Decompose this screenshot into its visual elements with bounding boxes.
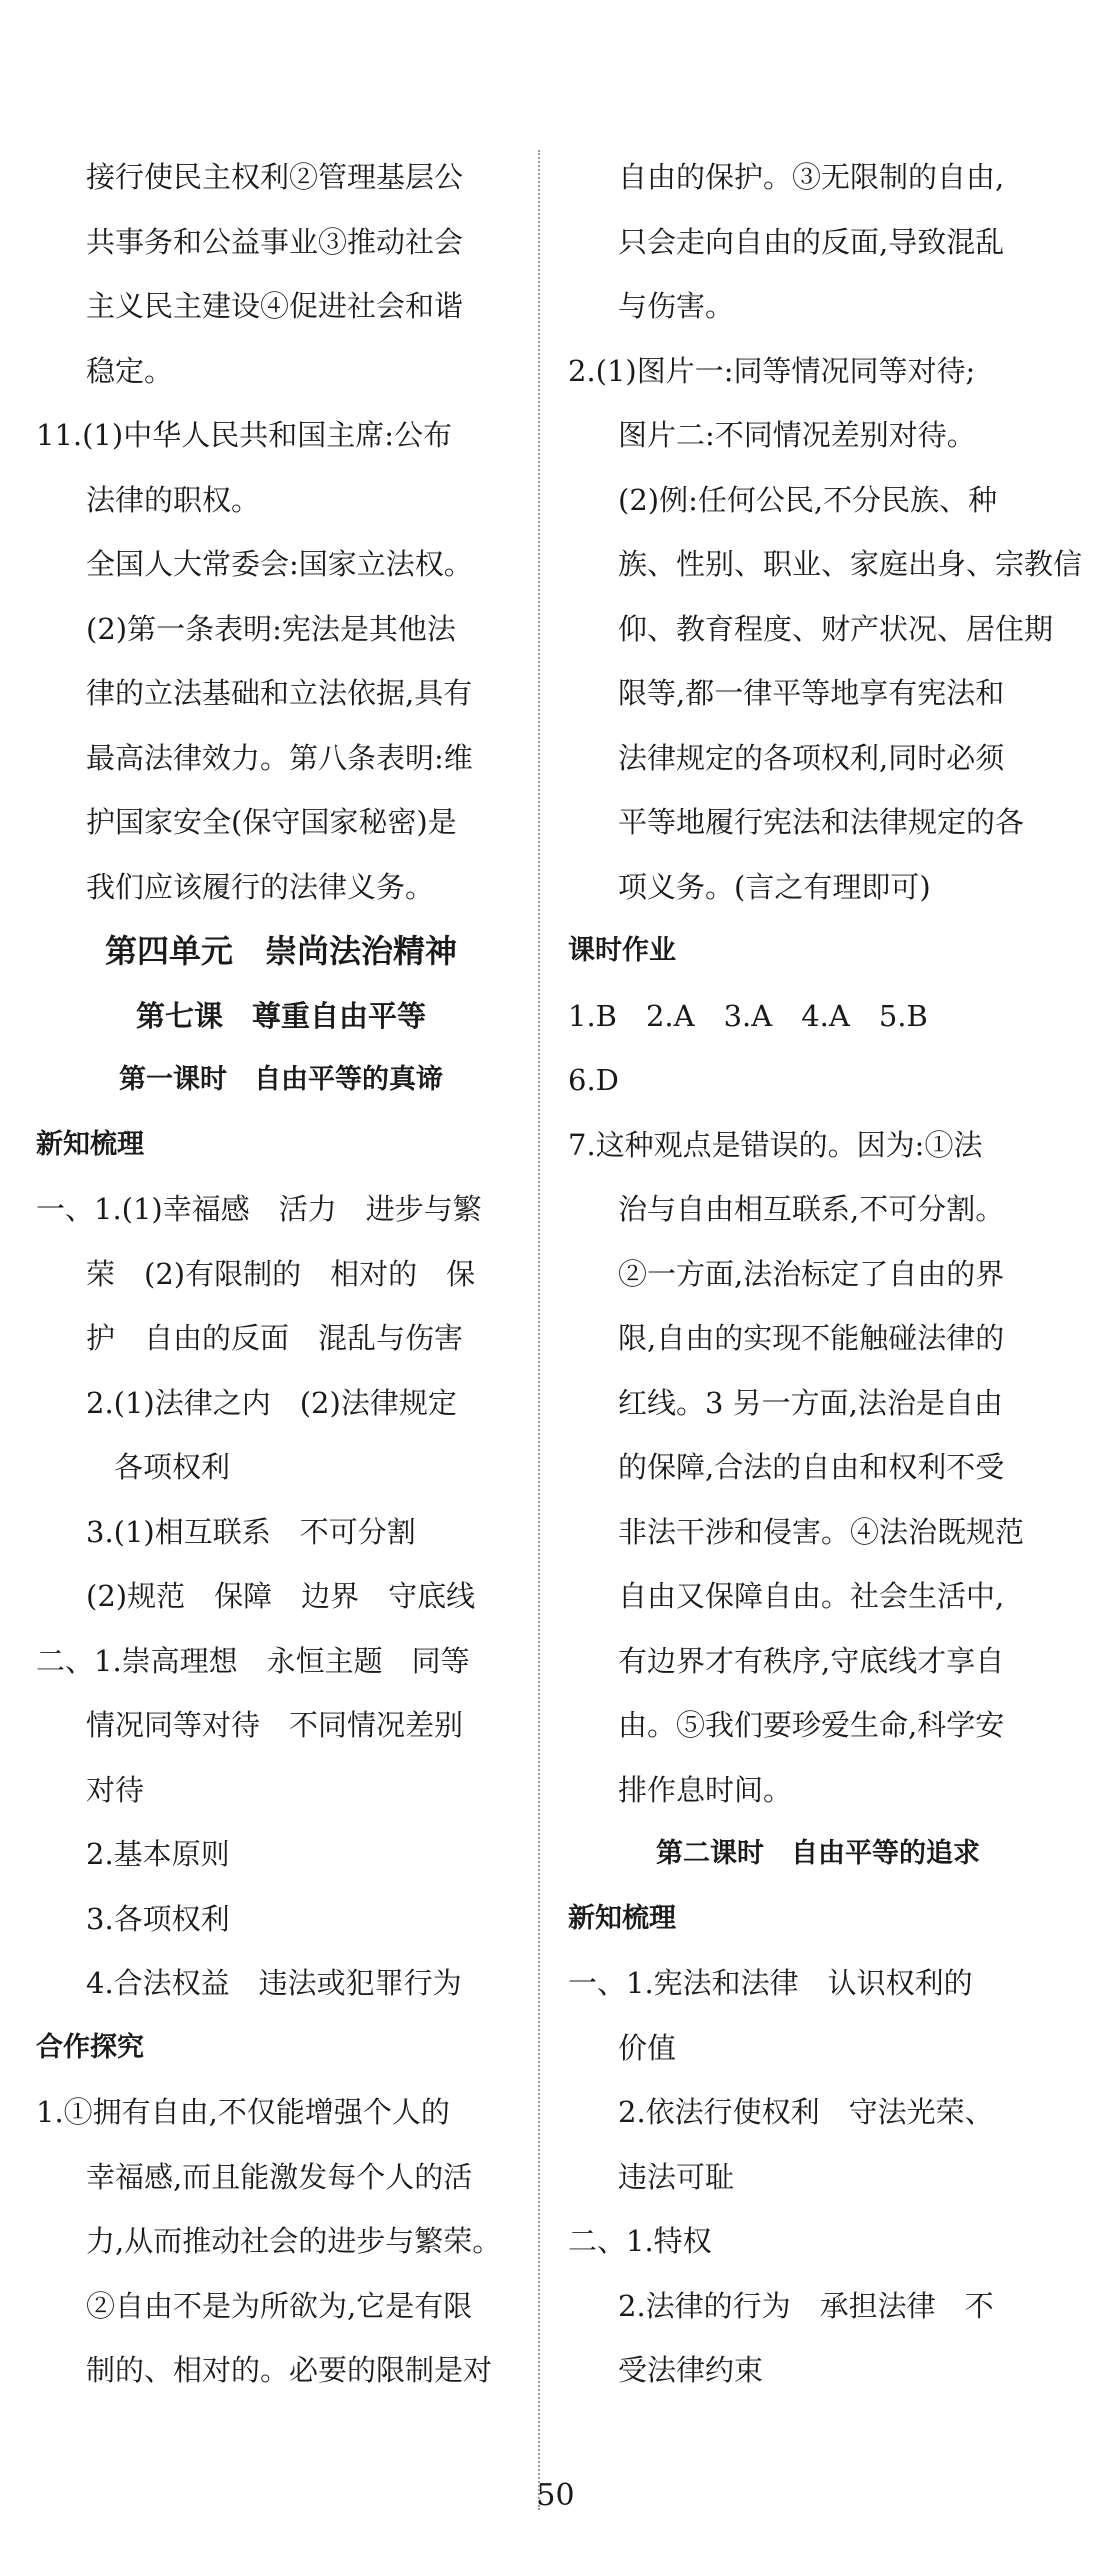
text-line: ②一方面,法治标定了自由的界 xyxy=(618,1256,1005,1291)
text-line: 限,自由的实现不能触碰法律的 xyxy=(618,1321,1005,1355)
text-line: 2.法律的行为 承担法律 不 xyxy=(618,2288,994,2323)
text-line: 法律的职权。 xyxy=(86,482,261,517)
text-line: 共事务和公益事业③推动社会 xyxy=(86,224,464,259)
text-line: 1.①拥有自由,不仅能增强个人的 xyxy=(36,2095,450,2129)
text-line: 我们应该履行的法律义务。 xyxy=(86,869,435,904)
text-line: 护国家安全(保守国家秘密)是 xyxy=(86,805,457,839)
text-line: (2)第一条表明:宪法是其他法 xyxy=(86,611,456,646)
text-line: 荣 (2)有限制的 相对的 保 xyxy=(86,1256,476,1291)
text-line: 律的立法基础和立法依据,具有 xyxy=(86,676,473,710)
text-line: ②自由不是为所欲为,它是有限 xyxy=(86,2288,473,2323)
text-line: 违法可耻 xyxy=(618,2159,735,2194)
text-line: 稳定。 xyxy=(86,353,174,388)
column-divider xyxy=(538,150,540,2510)
text-line: 限等,都一律平等地享有宪法和 xyxy=(618,676,1005,710)
text-line: 自由又保障自由。社会生活中, xyxy=(618,1579,1005,1613)
text-line: 二、1.特权 xyxy=(568,2224,712,2258)
text-line: 图片二:不同情况差别对待。 xyxy=(618,418,976,452)
text-line: 法律规定的各项权利,同时必须 xyxy=(618,740,1005,775)
text-line: 新知梳理 xyxy=(36,1128,144,1160)
text-line: 价值 xyxy=(618,2030,677,2065)
text-line: 受法律约束 xyxy=(618,2353,764,2387)
text-line: 只会走向自由的反面,导致混乱 xyxy=(618,224,1005,259)
text-line: 治与自由相互联系,不可分割。 xyxy=(618,1192,1005,1226)
text-line: 6.D xyxy=(568,1063,619,1097)
text-line: (2)例:任何公民,不分民族、种 xyxy=(618,482,998,517)
text-line: 对待 xyxy=(86,1772,145,1807)
text-line: 有边界才有秩序,守底线才享自 xyxy=(618,1643,1005,1678)
text-line: 项义务。(言之有理即可) xyxy=(618,869,931,904)
text-line: 族、性别、职业、家庭出身、宗教信 xyxy=(618,547,1083,581)
text-line: (2)规范 保障 边界 守底线 xyxy=(86,1579,476,1613)
text-line: 第四单元 崇尚法治精神 xyxy=(104,932,457,970)
text-line: 排作息时间。 xyxy=(618,1772,793,1807)
text-line: 平等地履行宪法和法律规定的各 xyxy=(618,805,1025,839)
text-line: 各项权利 xyxy=(114,1450,231,1484)
text-line: 情况同等对待 不同情况差别 xyxy=(86,1708,464,1742)
text-line: 2.(1)图片一:同等情况同等对待; xyxy=(568,353,976,388)
text-line: 二、1.崇高理想 永恒主题 同等 xyxy=(36,1643,470,1678)
text-line: 4.合法权益 违法或犯罪行为 xyxy=(86,1966,462,2000)
text-line: 主义民主建设④促进社会和谐 xyxy=(86,289,464,323)
text-line: 合作探究 xyxy=(36,2031,144,2063)
text-line: 一、1.(1)幸福感 活力 进步与繁 xyxy=(36,1192,482,1226)
text-line: 的保障,合法的自由和权利不受 xyxy=(618,1450,1005,1484)
text-line: 护 自由的反面 混乱与伤害 xyxy=(86,1321,464,1355)
text-line: 制的、相对的。必要的限制是对 xyxy=(86,2353,493,2387)
text-line: 红线。3 另一方面,法治是自由 xyxy=(618,1385,1003,1420)
text-line: 力,从而推动社会的进步与繁荣。 xyxy=(86,2224,502,2258)
text-line: 2.(1)法律之内 (2)法律规定 xyxy=(86,1385,457,1420)
text-line: 幸福感,而且能激发每个人的活 xyxy=(86,2159,473,2194)
page-number: 50 xyxy=(536,2478,575,2513)
text-line: 2.依法行使权利 守法光荣、 xyxy=(618,2095,994,2129)
text-line: 第一课时 自由平等的真谛 xyxy=(119,1064,443,1095)
text-line: 仰、教育程度、财产状况、居住期 xyxy=(618,611,1054,646)
left-column xyxy=(36,145,526,2403)
text-line: 非法干涉和侵害。④法治既规范 xyxy=(618,1514,1025,1549)
text-line: 11.(1)中华人民共和国主席:公布 xyxy=(36,418,452,452)
text-line: 新知梳理 xyxy=(568,1902,676,1934)
text-line: 课时作业 xyxy=(568,935,676,966)
text-line: 1.B 2.A 3.A 4.A 5.B xyxy=(568,998,928,1033)
text-line: 第七课 尊重自由平等 xyxy=(135,998,426,1033)
text-line: 自由的保护。③无限制的自由, xyxy=(618,160,1005,194)
text-line: 3.(1)相互联系 不可分割 xyxy=(86,1514,416,1549)
text-line: 全国人大常委会:国家立法权。 xyxy=(86,547,473,581)
text-line: 与伤害。 xyxy=(618,289,735,323)
text-line: 2.基本原则 xyxy=(86,1837,230,1871)
text-line: 一、1.宪法和法律 认识权利的 xyxy=(568,1966,973,2000)
text-line: 由。⑤我们要珍爱生命,科学安 xyxy=(618,1708,1005,1742)
right-column xyxy=(568,145,1083,2403)
text-line: 第二课时 自由平等的追求 xyxy=(656,1838,980,1869)
text-line: 3.各项权利 xyxy=(86,1901,230,1936)
text-line: 接行使民主权利②管理基层公 xyxy=(86,160,464,194)
text-line: 7.这种观点是错误的。因为:①法 xyxy=(568,1127,983,1162)
text-line: 最高法律效力。第八条表明:维 xyxy=(86,740,473,775)
